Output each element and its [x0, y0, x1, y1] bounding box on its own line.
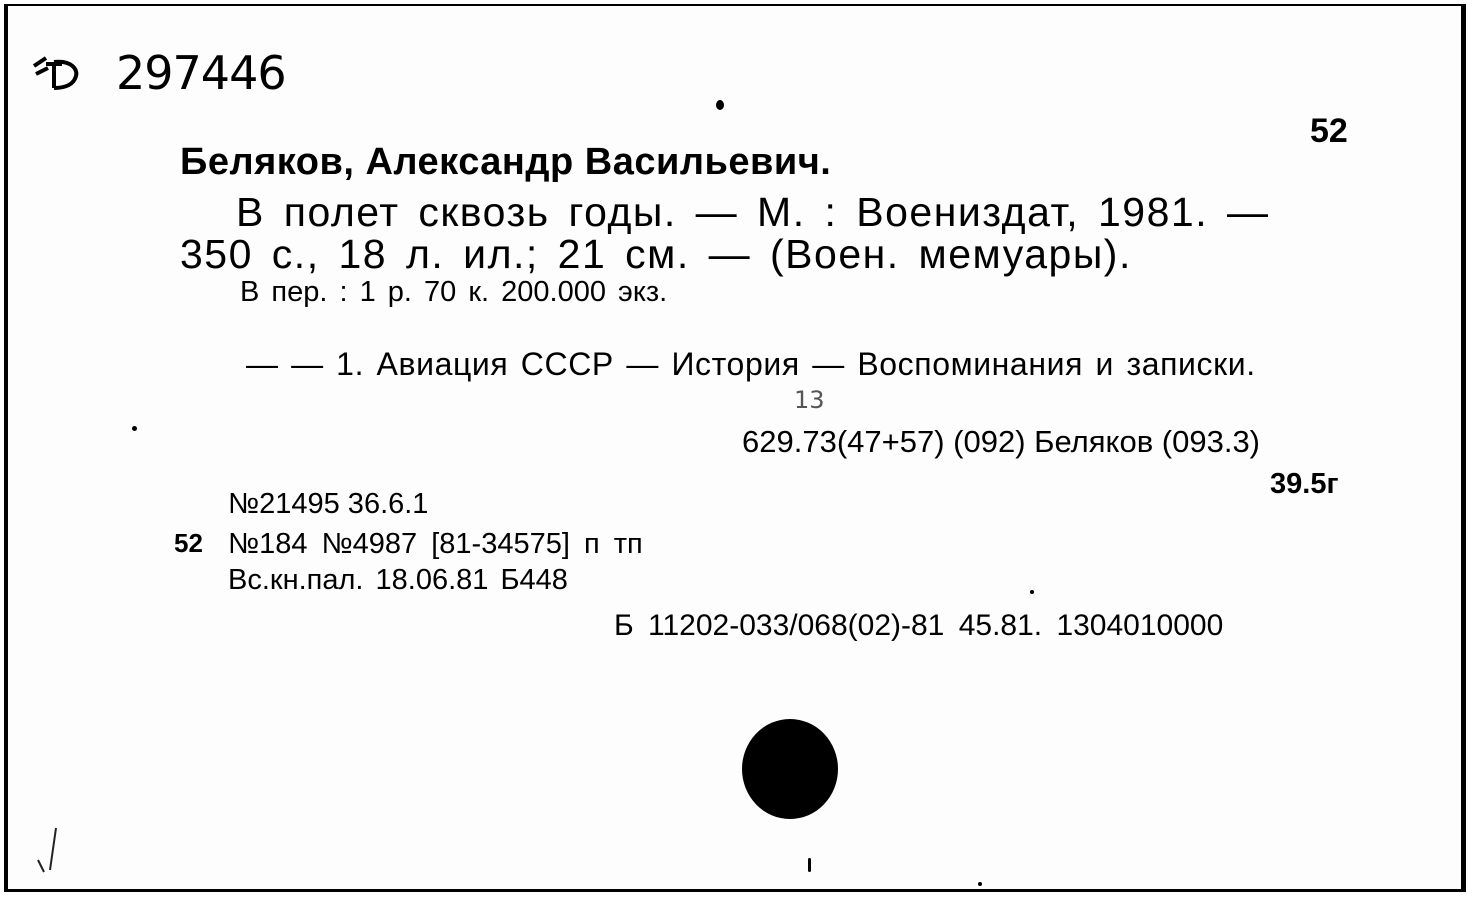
- physical-description: 350 с., 18 л. ил.; 21 см. — (Воен. мемуары).: [180, 231, 1132, 277]
- catalog-card: [4, 4, 1466, 892]
- ink-speck: [978, 882, 982, 886]
- pencil-mark-icon: [36, 826, 66, 876]
- handwritten-note: 13: [794, 386, 825, 414]
- classification-index: 629.73(47+57) (092) Беляков (093.3): [742, 424, 1261, 459]
- punch-hole: [742, 719, 838, 819]
- book-chamber-record: Вс.кн.пал. 18.06.81 Б448: [228, 564, 568, 596]
- row-label: 52: [174, 528, 203, 558]
- subject-headings: — — 1. Авиация СССР — История — Воспоминания и записки.: [246, 346, 1256, 382]
- ink-speck: [1030, 590, 1034, 594]
- card-number: 297446: [116, 46, 286, 100]
- title-line: В полет сквозь годы. — М. : Воениздат, 1981. —: [236, 189, 1270, 235]
- price-and-print-run: В пер. : 1 р. 70 к. 200.000 экз.: [240, 276, 668, 308]
- registration-number: №21495 36.6.1: [228, 488, 429, 520]
- ink-speck: [716, 100, 724, 110]
- accession-numbers: №184 №4987 [81-34575] п тп: [228, 528, 643, 560]
- ink-speck: [132, 426, 137, 431]
- bottom-code: Б 11202-033/068(02)-81 45.81. 1304010000: [614, 609, 1224, 642]
- shelf-number-top: 52: [1310, 112, 1348, 150]
- stamp-mark-icon: [32, 54, 82, 94]
- shelf-mark: 39.5г: [1270, 468, 1339, 500]
- ink-speck: [808, 858, 811, 872]
- author-heading: Беляков, Александр Васильевич.: [180, 141, 832, 183]
